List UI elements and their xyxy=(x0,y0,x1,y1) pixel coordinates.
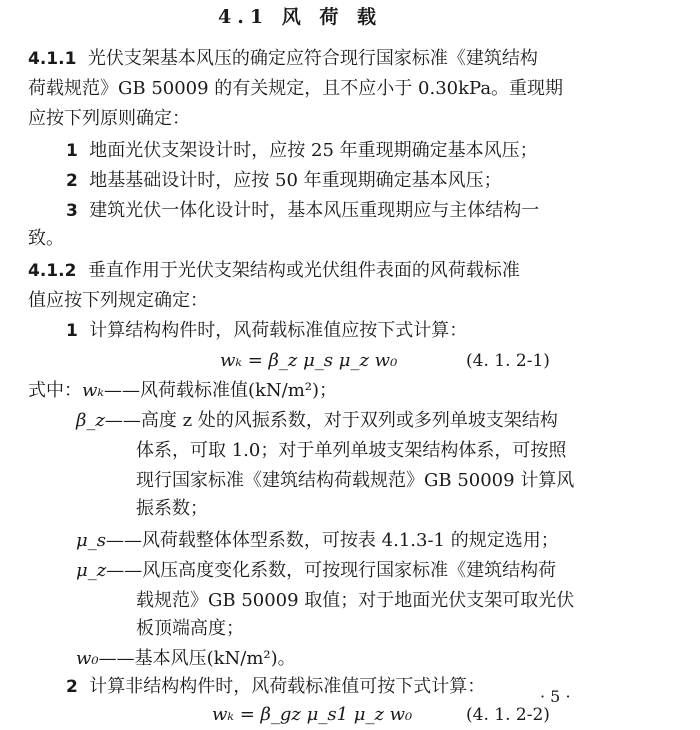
definition-w0 xyxy=(76,644,296,674)
dash: —— xyxy=(103,380,140,401)
clause-number: 4.1.1 xyxy=(28,49,77,69)
clause-4-1-2-line1 xyxy=(28,256,520,286)
definition-text: 现行国家标准《建筑结构荷载规范》GB 50009 计算风 xyxy=(136,470,575,491)
item-text: 计算非结构构件时，风荷载标准值可按下式计算： xyxy=(89,676,486,697)
symbol: β_z xyxy=(76,410,105,431)
item-number: 2 xyxy=(66,677,78,697)
list-item xyxy=(66,672,485,702)
page-number: · 5 · xyxy=(540,687,571,706)
definition-mu-s xyxy=(76,526,559,556)
item-number: 3 xyxy=(66,201,78,221)
dash: —— xyxy=(105,530,142,551)
item-text: 地面光伏支架设计时，应按 25 年重现期确定基本风压； xyxy=(89,140,538,161)
item-number: 2 xyxy=(66,171,78,191)
symbol: w₀ xyxy=(76,648,99,669)
equation-1: wₖ = β_z μ_s μ_z w₀ xyxy=(220,350,398,371)
equation-2: wₖ = β_gz μ_s1 μ_z w₀ xyxy=(212,704,413,725)
clause-text: 垂直作用于光伏支架结构或光伏组件表面的风荷载标准 xyxy=(87,260,520,281)
definition-text: 风荷载整体体型系数，可按表 4.1.3-1 的规定选用； xyxy=(141,530,559,551)
symbol: wₖ xyxy=(82,380,104,401)
definition-beta-z xyxy=(76,406,558,436)
list-item-continuation: 致。 xyxy=(28,228,64,249)
item-text: 计算结构构件时，风荷载标准值应按下式计算： xyxy=(89,320,468,341)
clause-4-1-1-line2: 荷载规范》GB 50009 的有关规定，且不应小于 0.30kPa。重现期 xyxy=(28,78,564,99)
equation-2-number: (4. 1. 2-2) xyxy=(466,705,550,725)
definition-mu-z xyxy=(76,556,556,586)
symbol: μ_z xyxy=(76,560,107,581)
where-label: 式中： xyxy=(28,380,82,401)
dash: —— xyxy=(98,648,135,669)
definition-text: 体系，可取 1.0；对于单列单坡支架结构体系，可按照 xyxy=(136,440,567,461)
item-text: 地基基础设计时，应按 50 年重现期确定基本风压； xyxy=(89,170,502,191)
definition-text: 风压高度变化系数，可按现行国家标准《建筑结构荷 xyxy=(142,560,557,581)
dash: —— xyxy=(106,560,143,581)
dash: —— xyxy=(104,410,141,431)
clause-number: 4.1.2 xyxy=(28,261,77,281)
list-item xyxy=(66,316,467,346)
section-number: 4.1 xyxy=(218,6,270,28)
section-title: 风 荷 载 xyxy=(281,6,382,28)
item-number: 1 xyxy=(66,141,78,161)
section-heading xyxy=(0,2,600,32)
list-item xyxy=(66,136,538,166)
item-text: 建筑光伏一体化设计时，基本风压重现期应与主体结构一 xyxy=(89,200,540,221)
definition-text: 基本风压(kN/m²)。 xyxy=(134,648,296,669)
definition-text: 载规范》GB 50009 取值；对于地面光伏支架可取光伏 xyxy=(136,590,575,611)
list-item xyxy=(66,196,539,226)
definition-wk xyxy=(28,376,337,406)
item-number: 1 xyxy=(66,321,78,341)
clause-4-1-1-line1 xyxy=(28,44,538,74)
clause-text: 光伏支架基本风压的确定应符合现行国家标准《建筑结构 xyxy=(87,48,538,69)
definition-text: 板顶端高度； xyxy=(136,618,244,639)
clause-4-1-2-line2: 值应按下列规定确定： xyxy=(28,290,208,311)
clause-4-1-1-line3: 应按下列原则确定： xyxy=(28,108,190,129)
definition-text: 振系数； xyxy=(136,498,208,519)
list-item xyxy=(66,166,502,196)
definition-text: 风荷载标准值(kN/m²)； xyxy=(139,380,338,401)
equation-1-number: (4. 1. 2-1) xyxy=(466,351,550,371)
definition-text: 高度 z 处的风振系数，对于双列或多列单坡支架结构 xyxy=(140,410,558,431)
symbol: μ_s xyxy=(76,530,106,551)
